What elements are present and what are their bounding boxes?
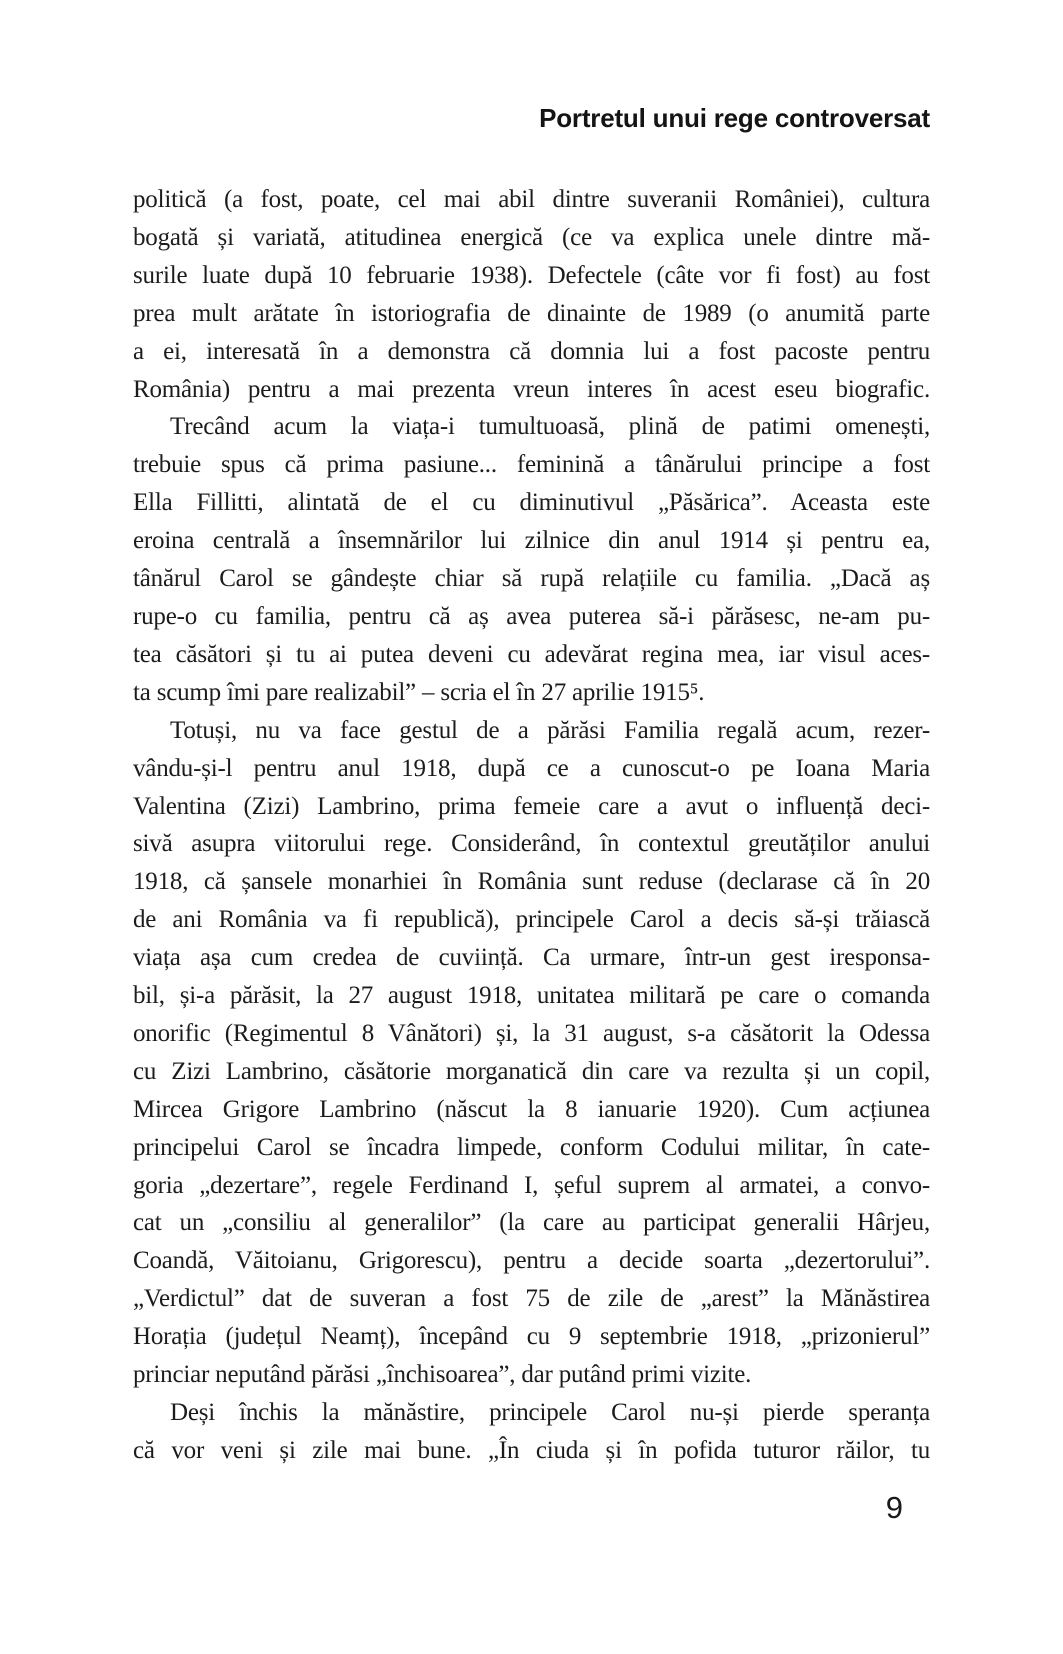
text-line: „Verdictul” dat de suveran a fost 75 de zile de „arest” la Mănăstirea [133,1285,930,1313]
text-line: sivă asupra viitorului rege. Considerând, în contextul greutăților anului [133,830,930,858]
text-line: Mircea Grigore Lambrino (născut la 8 ianuarie 1920). Cum acțiunea [133,1095,930,1123]
paragraph [133,408,930,711]
text-line: vându-și-l pentru anul 1918, după ce a cunoscut-o pe Ioana Maria [133,754,930,782]
text-line: a ei, interesată în a demonstra că domnia lui a fost pacoste pentru [133,337,930,365]
text-line: eroina centrală a însemnărilor lui zilnice din anul 1914 și pentru ea, [133,527,930,555]
paragraph [133,181,930,408]
text-line: tânărul Carol se gândește chiar să rupă relațiile cu familia. „Dacă aș [133,565,930,593]
paragraph [133,1394,930,1470]
text-line: prea mult arătate în istoriografia de dinainte de 1989 (o anumită parte [133,299,930,327]
text-line: bil, și-a părăsit, la 27 august 1918, unitatea militară pe care o comanda [133,982,930,1010]
text-line: Coandă, Văitoianu, Grigorescu), pentru a decide soarta „dezertorului”. [133,1247,930,1275]
text-line: Deși închis la mănăstire, principele Carol nu-și pierde speranța [170,1399,930,1426]
text-line: Horația (județul Neamț), începând cu 9 septembrie 1918, „prizonierul” [133,1323,930,1351]
text-line: că vor veni și zile mai bune. „În ciuda și în pofida tuturor răilor, tu [133,1436,930,1464]
text-line: surile luate după 10 februarie 1938). Defectele (câte vor fi fost) au fost [133,261,930,289]
paragraph [133,712,930,1394]
text-line: rupe-o cu familia, pentru că aș avea puterea să-i părăsesc, ne-am pu- [133,602,930,630]
text-line: de ani România va fi republică), principele Carol a decis să-și trăiască [133,906,930,934]
body-text [133,181,930,1470]
running-header: Portretul unui rege controversat [539,103,930,133]
text-line: politică (a fost, poate, cel mai abil dintre suveranii României), cultura [133,186,930,213]
page-number: 9 [885,1490,903,1525]
text-line: princiar neputând părăsi „închisoarea”, dar putând primi vizite. [133,1361,752,1389]
text-line: tea căsători și tu ai putea deveni cu adevărat regina mea, iar visul aces- [133,640,930,668]
text-line: onorific (Regimentul 8 Vânători) și, la 31 august, s-a căsătorit la Odessa [133,1019,930,1047]
text-line: Trecând acum la viața-i tumultuoasă, plină de patimi omenești, [170,413,930,441]
text-line: ta scump îmi pare realizabil” – scria el în 27 aprilie 1915⁵. [133,678,705,706]
text-line: bogată și variată, atitudinea energică (ce va explica unele dintre mă- [133,223,930,251]
text-line: Valentina (Zizi) Lambrino, prima femeie care a avut o influență deci- [133,792,930,820]
text-line: principelui Carol se încadra limpede, conform Codului militar, în cate- [133,1133,930,1161]
text-line: 1918, că șansele monarhiei în România sunt reduse (declarase că în 20 [133,868,930,896]
text-line: trebuie spus că prima pasiune... feminină a tânărului principe a fost [133,451,930,479]
text-line: Totuși, nu va face gestul de a părăsi Familia regală acum, rezer- [170,716,930,744]
text-line: Ella Fillitti, alintată de el cu diminutivul „Păsărica”. Aceasta este [133,489,930,517]
text-line: viața așa cum credea de cuviință. Ca urmare, într-un gest iresponsa- [133,944,930,972]
text-line: cu Zizi Lambrino, căsătorie morganatică din care va rezulta și un copil, [133,1057,930,1085]
text-line: goria „dezertare”, regele Ferdinand I, șeful suprem al armatei, a convo- [133,1171,930,1199]
text-line: cat un „consiliu al generalilor” (la care au participat generalii Hârjeu, [133,1209,930,1237]
text-line: România) pentru a mai prezenta vreun interes în acest eseu biografic. [133,375,930,403]
